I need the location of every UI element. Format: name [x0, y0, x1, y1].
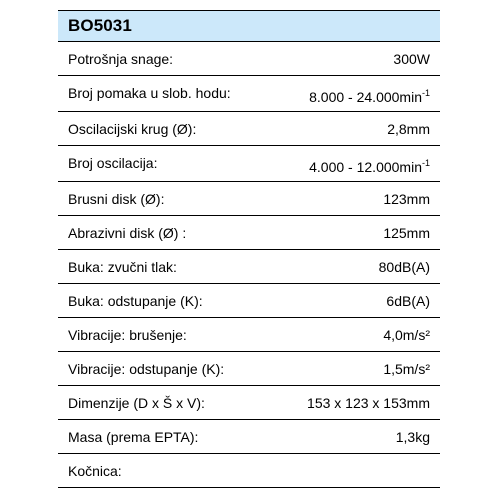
spec-value: 123mm	[383, 190, 430, 207]
spec-row-brake	[58, 454, 440, 488]
spec-value-exponent: -1	[421, 158, 430, 168]
spec-label: Brusni disk (Ø):	[68, 190, 165, 207]
spec-value	[309, 76, 430, 111]
spec-value: 2,8mm	[387, 120, 430, 137]
spec-header	[58, 10, 440, 42]
spec-row-dimensions	[58, 386, 440, 420]
spec-label: Abrazivni disk (Ø) :	[68, 224, 187, 241]
spec-row-orbit	[58, 112, 440, 146]
spec-row-sound-pressure	[58, 250, 440, 284]
spec-label: Buka: zvučni tlak:	[68, 258, 177, 275]
spec-row-abrasive-disc	[58, 216, 440, 250]
spec-value: 300W	[393, 50, 430, 67]
spec-value: 1,3kg	[395, 428, 430, 445]
spec-label: Buka: odstupanje (K):	[68, 292, 203, 309]
spec-value: 6dB(A)	[386, 292, 430, 309]
model-title: BO5031	[68, 16, 132, 35]
spec-label: Dimenzije (D x Š x V):	[68, 394, 205, 411]
spec-value-main: 8.000 - 24.000min	[309, 89, 422, 105]
spec-label: Broj pomaka u slob. hodu:	[68, 85, 231, 101]
spec-row-noise-uncertainty	[58, 284, 440, 318]
spec-value: 80dB(A)	[378, 258, 430, 275]
spec-row-sanding-disc	[58, 182, 440, 216]
spec-value: 153 x 123 x 153mm	[307, 394, 430, 411]
spec-value	[309, 146, 430, 181]
spec-row-weight	[58, 420, 440, 454]
spec-label: Vibracije: odstupanje (K):	[68, 360, 225, 377]
spec-row-vibration-sanding	[58, 318, 440, 352]
spec-row-vibration-uncertainty	[58, 352, 440, 386]
spec-sheet	[58, 10, 440, 488]
spec-value-main: 4.000 - 12.000min	[309, 159, 422, 175]
spec-value: 4,0m/s²	[383, 326, 430, 343]
spec-label: Potrošnja snage:	[68, 50, 174, 67]
spec-value: 1,5m/s²	[383, 360, 430, 377]
spec-row-stroke-rate	[58, 76, 440, 112]
spec-value-exponent: -1	[421, 88, 430, 98]
spec-row-power	[58, 42, 440, 76]
spec-row-oscillations	[58, 146, 440, 182]
spec-label: Masa (prema EPTA):	[68, 428, 199, 445]
spec-label: Oscilacijski krug (Ø):	[68, 120, 197, 137]
spec-value: 125mm	[383, 224, 430, 241]
spec-label: Vibracije: brušenje:	[68, 326, 187, 343]
spec-label: Kočnica:	[68, 462, 122, 479]
spec-label: Broj oscilacija:	[68, 155, 158, 171]
